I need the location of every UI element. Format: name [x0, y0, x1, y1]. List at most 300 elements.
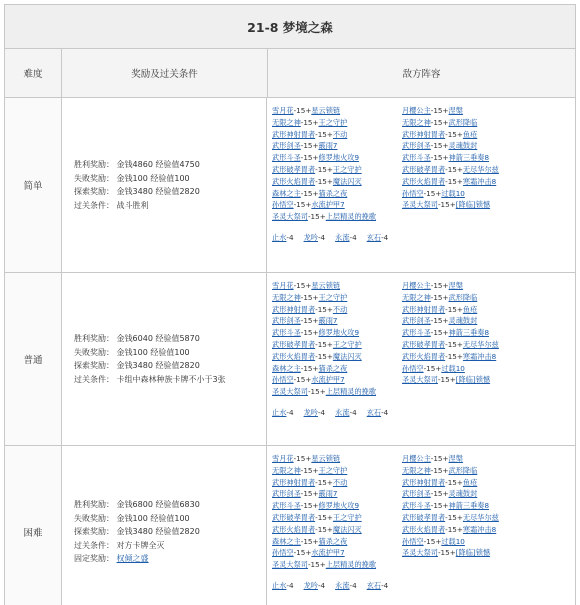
- enemy-entry: [272, 536, 402, 548]
- header-enemies: 敌方阵容: [402, 69, 441, 80]
- cond-value: 卡组中森林种族卡牌不小于3张: [116, 374, 226, 384]
- fixed-reward-link[interactable]: 权倾之盛: [116, 554, 149, 564]
- enemy-level: -15+: [430, 141, 449, 151]
- difficulty-cell: 困难: [5, 446, 62, 605]
- table-row: [5, 98, 575, 273]
- extra-card-entry: [367, 233, 389, 242]
- enemy-level: -15+: [300, 328, 319, 338]
- explore-value: 金钱3480 经验值2820: [116, 187, 200, 196]
- enemy-level: -15+: [300, 188, 319, 198]
- enemy-level: -15+: [445, 304, 463, 314]
- enemy-skill-link[interactable]: 水流护甲7: [311, 548, 345, 558]
- header-difficulty: 难度: [5, 49, 62, 97]
- enemy-name-link[interactable]: 武形破孝胃者: [402, 512, 446, 522]
- enemy-name-link[interactable]: 无限之神: [402, 292, 431, 302]
- enemy-skill-link[interactable]: 不动: [332, 304, 348, 314]
- explore-reward: [74, 185, 266, 199]
- cond-label: 过关条件：: [74, 540, 114, 550]
- enemy-skill-link[interactable]: 鱼疮: [462, 129, 478, 139]
- enemy-col-left: [272, 453, 402, 571]
- enemy-name-link[interactable]: 圣灵大祭司: [402, 200, 438, 210]
- enemy-entry: [402, 547, 532, 559]
- enemy-level: -15+: [430, 117, 449, 127]
- enemy-skill-link[interactable]: 星云锁链: [311, 106, 341, 115]
- enemy-skill-link[interactable]: 寒霜冲击8: [462, 351, 497, 361]
- enemy-level: -15+: [423, 188, 442, 198]
- extra-card-level: -4: [349, 232, 357, 242]
- enemy-name-link[interactable]: 无限之神: [272, 117, 301, 127]
- enemy-level: -15+: [437, 548, 456, 558]
- enemy-skill-link[interactable]: 武形降临: [448, 465, 478, 475]
- extra-card-entry: [304, 408, 326, 417]
- enemy-level: -15+: [293, 106, 312, 115]
- enemy-level: -15+: [315, 339, 333, 349]
- enemy-entry: [272, 477, 402, 489]
- enemy-skill-link[interactable]: 灵魂鼓封: [448, 141, 478, 151]
- enemy-name-link[interactable]: 森林之主: [272, 188, 301, 198]
- enemy-skill-link[interactable]: 灵魂鼓封: [448, 489, 478, 499]
- rewards-cell: [62, 98, 267, 272]
- enemy-name-link[interactable]: 武形火焰胃者: [402, 351, 446, 361]
- enemy-level: -15+: [445, 176, 463, 186]
- enemy-entry: [402, 164, 532, 176]
- enemies-cell: [267, 98, 575, 272]
- enemy-skill-link[interactable]: 神箭三垂奏8: [448, 501, 490, 511]
- extra-card-level: -4: [349, 580, 357, 590]
- enemy-grid: [272, 280, 575, 398]
- extra-card-link[interactable]: 玄石: [366, 407, 382, 417]
- enemy-entry: [402, 280, 532, 292]
- extra-card-entry: [304, 581, 326, 590]
- enemy-skill-link[interactable]: 武形降临: [448, 117, 478, 127]
- extra-card-level: -4: [317, 580, 326, 590]
- enemy-level: -15+: [445, 164, 463, 174]
- extra-cards: [272, 232, 575, 244]
- enemy-entry: [272, 164, 402, 176]
- enemy-entry: [272, 117, 402, 129]
- table-row: [5, 446, 575, 605]
- enemy-level: -15+: [307, 212, 326, 222]
- enemy-name-link[interactable]: 无限之神: [402, 117, 431, 127]
- enemy-name-link[interactable]: 孙悟空: [272, 548, 294, 558]
- enemy-skill-link[interactable]: 武形降临: [448, 292, 478, 302]
- enemy-skill-link[interactable]: 不动: [332, 129, 348, 139]
- extra-card-link[interactable]: 止水: [272, 580, 287, 590]
- enemy-level: -15+: [300, 489, 319, 499]
- lose-label: 失败奖励：: [74, 347, 114, 357]
- enemy-skill-link[interactable]: 霰雨7: [318, 141, 338, 151]
- enemy-skill-link[interactable]: 星云锁链: [311, 454, 341, 463]
- enemy-name-link[interactable]: 武形破孝胃者: [402, 339, 446, 349]
- explore-label: 探索奖励：: [74, 361, 114, 370]
- enemy-name-link[interactable]: 武形破孝胃者: [272, 164, 316, 174]
- enemy-col-right: [402, 453, 532, 571]
- extra-card-entry: [335, 233, 357, 242]
- enemy-name-link[interactable]: 武形神射胃者: [402, 477, 446, 487]
- enemy-entry: [402, 199, 532, 211]
- enemy-level: -15+: [430, 328, 449, 338]
- enemy-level: -15+: [430, 292, 449, 302]
- enemy-name-link[interactable]: 森林之主: [272, 363, 301, 373]
- enemy-name-link[interactable]: 武形斗圣: [402, 501, 431, 511]
- enemy-name-link[interactable]: 雪月花: [272, 106, 294, 115]
- enemy-name-link[interactable]: 武形神射胃者: [272, 129, 316, 139]
- win-value: 金钱6800 经验值6830: [116, 500, 200, 510]
- extra-card-link[interactable]: 止水: [272, 407, 287, 417]
- enemy-skill-link[interactable]: 上层精灵的挽歌: [325, 560, 377, 570]
- enemy-level: -15+: [315, 164, 333, 174]
- enemy-skill-link[interactable]: 鱼疮: [462, 304, 478, 314]
- win-reward: [74, 498, 266, 512]
- rewards-cell: [62, 273, 267, 445]
- enemy-name-link[interactable]: 武形斗圣: [402, 328, 431, 338]
- enemy-name-link[interactable]: 月樱公主: [402, 454, 431, 463]
- enemy-name-link[interactable]: 武形剑圣: [402, 141, 431, 151]
- enemy-name-link[interactable]: 圣灵大祭司: [272, 560, 308, 570]
- enemy-grid: [272, 105, 575, 223]
- enemy-name-link[interactable]: 孙悟空: [402, 188, 424, 198]
- enemy-entry: [402, 465, 532, 477]
- enemy-entry: [402, 117, 532, 129]
- enemy-entry: [402, 524, 532, 536]
- enemy-name-link[interactable]: 孙悟空: [402, 536, 424, 546]
- enemy-entry: [272, 280, 402, 292]
- enemy-name-link[interactable]: 无限之神: [272, 465, 301, 475]
- page-title: 21-8 梦境之森: [5, 5, 575, 49]
- rewards-cell: [62, 446, 267, 605]
- enemy-name-link[interactable]: 武形火焰胃者: [272, 176, 316, 186]
- enemy-entry: [402, 536, 532, 548]
- enemy-level: -15+: [293, 200, 312, 210]
- fixed-reward: [74, 552, 266, 566]
- extra-card-entry: [367, 408, 389, 417]
- enemies-cell: [267, 446, 575, 605]
- enemy-name-link[interactable]: 武形火焰胃者: [272, 351, 316, 361]
- explore-value: 金钱3480 经验值2820: [116, 361, 200, 370]
- enemy-skill-link[interactable]: 神箭三垂奏8: [448, 153, 490, 163]
- extra-card-level: -4: [381, 232, 389, 242]
- enemy-level: -15+: [300, 501, 319, 511]
- enemy-entry: [272, 152, 402, 164]
- enemy-skill-link[interactable]: 无尽华尔兹: [462, 164, 499, 174]
- enemy-level: -15+: [307, 387, 326, 397]
- enemy-entry: [402, 327, 532, 339]
- enemy-entry: [402, 176, 532, 188]
- enemy-name-link[interactable]: 武形破孝胃者: [272, 339, 316, 349]
- enemy-entry: [402, 488, 532, 500]
- extra-card-entry: [304, 233, 326, 242]
- extra-card-entry: [335, 408, 357, 417]
- enemy-skill-link[interactable]: 猫杀之夜: [318, 536, 348, 546]
- enemy-entry: [272, 304, 402, 316]
- enemy-skill-link[interactable]: 王之守护: [332, 164, 362, 174]
- enemy-level: -15+: [445, 477, 463, 487]
- enemy-name-link[interactable]: 无限之神: [402, 465, 431, 475]
- enemy-entry: [402, 477, 532, 489]
- enemy-skill-link[interactable]: 王之守护: [318, 117, 348, 127]
- difficulty-cell: 简单: [5, 98, 62, 272]
- enemy-name-link[interactable]: 武形剑圣: [402, 316, 431, 326]
- enemy-entry: [272, 140, 402, 152]
- explore-value: 金钱3480 经验值2820: [116, 527, 200, 537]
- enemy-skill-link[interactable]: 上层精灵的挽歌: [325, 387, 377, 397]
- enemy-skill-link[interactable]: 无尽华尔兹: [462, 339, 499, 349]
- enemy-entry: [272, 488, 402, 500]
- enemy-entry: [402, 339, 532, 351]
- enemy-skill-link[interactable]: [降临]锁憾: [455, 200, 491, 210]
- cond-label: 过关条件：: [74, 200, 114, 210]
- enemy-level: -15+: [300, 117, 319, 127]
- enemy-entry: [272, 453, 402, 465]
- extra-card-level: -4: [381, 580, 389, 590]
- enemy-name-link[interactable]: 孙悟空: [272, 200, 294, 210]
- header-rewards: 奖励及过关条件: [62, 49, 268, 97]
- enemy-name-link[interactable]: 雪月花: [272, 281, 294, 290]
- enemy-level: -15+: [300, 141, 319, 151]
- enemy-name-link[interactable]: 圣灵大祭司: [402, 548, 438, 558]
- enemy-name-link[interactable]: 武形剑圣: [272, 489, 301, 499]
- enemy-entry: [272, 524, 402, 536]
- enemy-entry: [272, 327, 402, 339]
- win-label: 胜利奖励：: [74, 334, 114, 343]
- enemy-name-link[interactable]: 武形神射胃者: [402, 129, 446, 139]
- enemy-skill-link[interactable]: 猫杀之夜: [318, 363, 348, 373]
- enemy-level: -15+: [315, 176, 333, 186]
- enemy-skill-link[interactable]: 涅槃: [448, 454, 463, 463]
- enemy-level: -15+: [445, 351, 463, 361]
- extra-card-entry: [335, 581, 357, 590]
- enemy-name-link[interactable]: 武形剑圣: [272, 141, 301, 151]
- enemy-entry: [272, 386, 402, 398]
- enemy-name-link[interactable]: 月樱公主: [402, 281, 431, 290]
- enemy-grid: [272, 453, 575, 571]
- enemy-name-link[interactable]: 武形神射胃者: [402, 304, 446, 314]
- enemy-name-link[interactable]: 圣灵大祭司: [402, 375, 438, 385]
- table-row: [5, 273, 575, 446]
- enemy-entry: [272, 512, 402, 524]
- enemy-name-link[interactable]: 圣灵大祭司: [272, 212, 308, 222]
- enemy-name-link[interactable]: 武形斗圣: [272, 501, 301, 511]
- enemy-skill-link[interactable]: 过载10: [441, 188, 465, 198]
- enemy-skill-link[interactable]: 寒霜冲击8: [462, 524, 497, 534]
- enemy-level: -15+: [300, 363, 319, 373]
- enemy-level: -15+: [300, 316, 319, 326]
- enemy-entry: [272, 339, 402, 351]
- enemy-level: -15+: [307, 560, 326, 570]
- extra-card-link[interactable]: 玄石: [366, 232, 382, 242]
- clear-condition: [74, 373, 266, 387]
- win-label: 胜利奖励：: [74, 500, 114, 510]
- extra-cards: [272, 407, 575, 419]
- enemy-level: -15+: [430, 106, 449, 115]
- enemy-skill-link[interactable]: 涅槃: [448, 281, 463, 290]
- enemy-level: -15+: [445, 512, 463, 522]
- enemy-entry: [272, 188, 402, 200]
- enemy-level: -15+: [293, 454, 312, 463]
- enemy-skill-link[interactable]: 霰雨7: [318, 489, 338, 499]
- extra-card-link[interactable]: 玄石: [366, 580, 382, 590]
- extra-card-entry: [272, 408, 294, 417]
- enemy-skill-link[interactable]: [降临]锁憾: [455, 548, 491, 558]
- enemy-name-link[interactable]: 武形火焰胃者: [402, 524, 446, 534]
- enemy-entry: [402, 315, 532, 327]
- enemy-entry: [272, 129, 402, 141]
- enemy-entry: [272, 199, 402, 211]
- enemy-level: -15+: [423, 536, 442, 546]
- enemy-skill-link[interactable]: 过载10: [441, 363, 465, 373]
- enemy-skill-link[interactable]: 寒霜冲击8: [462, 176, 497, 186]
- lose-label: 失败奖励：: [74, 173, 114, 183]
- enemy-name-link[interactable]: 森林之主: [272, 536, 301, 546]
- enemy-skill-link[interactable]: 修罗地火攻9: [318, 153, 360, 163]
- extra-card-link[interactable]: 龙吟: [303, 407, 318, 417]
- enemy-name-link[interactable]: 武形火焰胃者: [272, 524, 316, 534]
- extra-card-link[interactable]: 止水: [272, 232, 287, 242]
- enemy-skill-link[interactable]: 涅槃: [448, 106, 463, 115]
- enemy-skill-link[interactable]: 魔法闪灭: [332, 176, 362, 186]
- extra-card-link[interactable]: 永流: [335, 232, 350, 242]
- extra-card-entry: [272, 233, 294, 242]
- enemy-entry: [402, 129, 532, 141]
- enemy-level: -15+: [437, 375, 456, 385]
- enemy-skill-link[interactable]: 魔法闪灭: [332, 351, 362, 361]
- extra-card-level: -4: [286, 580, 294, 590]
- enemy-level: -15+: [300, 153, 319, 163]
- enemy-skill-link[interactable]: 神箭三垂奏8: [448, 328, 490, 338]
- enemy-entry: [402, 453, 532, 465]
- explore-label: 探索奖励：: [74, 187, 114, 196]
- enemy-level: -15+: [430, 501, 449, 511]
- cond-value: 对方卡牌全灭: [116, 540, 165, 550]
- enemy-entry: [402, 304, 532, 316]
- enemy-entry: [402, 188, 532, 200]
- enemy-entry: [272, 465, 402, 477]
- lose-value: 金钱100 经验值100: [116, 513, 190, 523]
- enemy-level: -15+: [293, 281, 312, 290]
- extra-card-entry: [272, 581, 294, 590]
- enemy-col-left: [272, 280, 402, 398]
- enemy-entry: [272, 292, 402, 304]
- enemy-name-link[interactable]: 武形神射胃者: [272, 477, 316, 487]
- extra-card-link[interactable]: 永流: [335, 407, 350, 417]
- enemy-level: -15+: [315, 129, 333, 139]
- enemy-level: -15+: [300, 536, 319, 546]
- extra-card-link[interactable]: 龙吟: [303, 232, 318, 242]
- enemy-name-link[interactable]: 无限之神: [272, 292, 301, 302]
- cond-label: 过关条件：: [74, 374, 114, 384]
- enemy-col-left: [272, 105, 402, 223]
- enemy-entry: [272, 363, 402, 375]
- extra-card-level: -4: [381, 407, 389, 417]
- enemy-level: -15+: [315, 351, 333, 361]
- enemy-level: -15+: [423, 363, 442, 373]
- enemy-level: -15+: [293, 548, 312, 558]
- table-header: [5, 49, 575, 98]
- extra-card-entry: [367, 581, 389, 590]
- enemy-name-link[interactable]: 武形斗圣: [272, 153, 301, 163]
- enemy-skill-link[interactable]: 水流护甲7: [311, 200, 345, 210]
- enemy-skill-link[interactable]: 星云锁链: [311, 281, 341, 290]
- enemy-skill-link[interactable]: 过载10: [441, 536, 465, 546]
- enemy-skill-link[interactable]: 魔法闪灭: [332, 524, 362, 534]
- lose-value: 金钱100 经验值100: [116, 347, 190, 357]
- win-reward: [74, 332, 266, 346]
- win-reward: [74, 158, 266, 172]
- enemy-level: -15+: [300, 465, 319, 475]
- lose-value: 金钱100 经验值100: [116, 173, 190, 183]
- enemy-name-link[interactable]: 武形斗圣: [272, 328, 301, 338]
- enemy-entry: [402, 105, 532, 117]
- fixed-label: 固定奖励：: [74, 554, 114, 564]
- extra-card-link[interactable]: 永流: [335, 580, 350, 590]
- enemy-name-link[interactable]: 月樱公主: [402, 106, 431, 115]
- enemy-skill-link[interactable]: 无尽华尔兹: [462, 512, 499, 522]
- lose-reward: [74, 346, 266, 360]
- enemy-level: -15+: [430, 153, 449, 163]
- enemy-skill-link[interactable]: 王之守护: [332, 512, 362, 522]
- enemy-name-link[interactable]: 雪月花: [272, 454, 294, 463]
- enemy-skill-link[interactable]: 王之守护: [318, 465, 348, 475]
- enemy-entry: [272, 547, 402, 559]
- enemy-level: -15+: [430, 465, 449, 475]
- enemy-entry: [402, 500, 532, 512]
- enemy-name-link[interactable]: 武形火焰胃者: [402, 176, 446, 186]
- enemy-name-link[interactable]: 圣灵大祭司: [272, 387, 308, 397]
- enemy-skill-link[interactable]: 猫杀之夜: [318, 188, 348, 198]
- enemy-skill-link[interactable]: 上层精灵的挽歌: [325, 212, 377, 222]
- enemy-name-link[interactable]: 孙悟空: [272, 375, 294, 385]
- enemy-entry: [272, 500, 402, 512]
- enemy-name-link[interactable]: 武形破孝胃者: [402, 164, 446, 174]
- extra-card-link[interactable]: 龙吟: [303, 580, 318, 590]
- enemy-skill-link[interactable]: [降临]锁憾: [455, 375, 491, 385]
- enemy-entry: [272, 374, 402, 386]
- enemy-name-link[interactable]: 武形破孝胃者: [272, 512, 316, 522]
- enemy-name-link[interactable]: 武形斗圣: [402, 153, 431, 163]
- enemy-skill-link[interactable]: 水流护甲7: [311, 375, 345, 385]
- lose-reward: [74, 512, 266, 526]
- enemy-name-link[interactable]: 武形剑圣: [272, 316, 301, 326]
- enemy-entry: [272, 315, 402, 327]
- enemy-skill-link[interactable]: 修罗地火攻9: [318, 501, 360, 511]
- enemy-skill-link[interactable]: 鱼疮: [462, 477, 478, 487]
- extra-card-level: -4: [317, 407, 326, 417]
- enemy-skill-link[interactable]: 霰雨7: [318, 316, 338, 326]
- enemy-level: -15+: [430, 316, 449, 326]
- lose-label: 失败奖励：: [74, 513, 114, 523]
- enemy-level: -15+: [430, 454, 449, 463]
- enemy-entry: [402, 363, 532, 375]
- enemy-skill-link[interactable]: 修罗地火攻9: [318, 328, 360, 338]
- enemy-skill-link[interactable]: 灵魂鼓封: [448, 316, 478, 326]
- enemy-name-link[interactable]: 武形剑圣: [402, 489, 431, 499]
- enemy-skill-link[interactable]: 王之守护: [332, 339, 362, 349]
- win-value: 金钱6040 经验值5870: [116, 334, 200, 343]
- enemy-name-link[interactable]: 孙悟空: [402, 363, 424, 373]
- enemy-skill-link[interactable]: 王之守护: [318, 292, 348, 302]
- clear-condition: [74, 199, 266, 213]
- clear-condition: [74, 539, 266, 553]
- enemy-entry: [402, 512, 532, 524]
- enemy-col-right: [402, 105, 532, 223]
- enemy-entry: [402, 351, 532, 363]
- lose-reward: [74, 172, 266, 186]
- enemy-name-link[interactable]: 武形神射胃者: [272, 304, 316, 314]
- explore-reward: [74, 359, 266, 373]
- extra-card-level: -4: [349, 407, 357, 417]
- enemy-entry: [272, 559, 402, 571]
- enemy-skill-link[interactable]: 不动: [332, 477, 348, 487]
